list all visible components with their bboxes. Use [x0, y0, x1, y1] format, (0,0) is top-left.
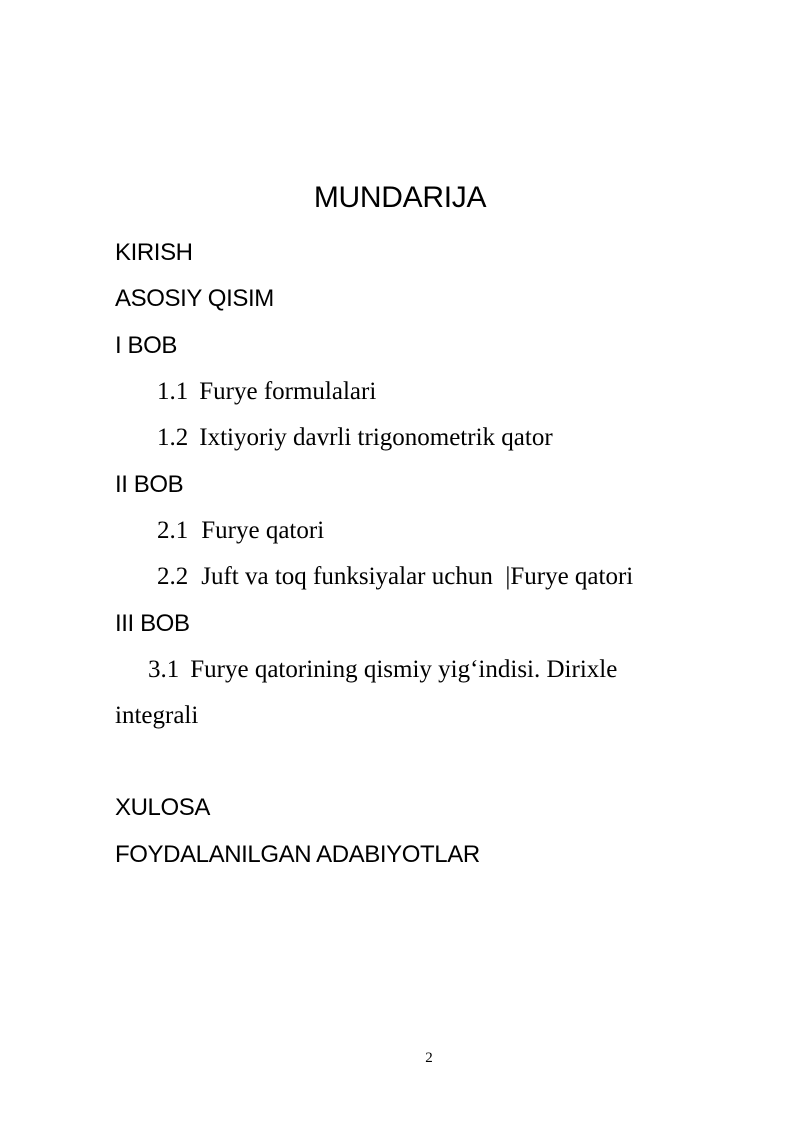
section-title: Furye formulalari: [199, 378, 377, 405]
toc-entry-adabiyotlar: FOYDALANILGAN ADABIYOTLAR: [115, 841, 480, 868]
toc-entry-xulosa: XULOSA: [115, 794, 210, 821]
toc-entry-section-3-1: [148, 654, 617, 686]
section-number: 2.1: [157, 517, 189, 544]
toc-entry-kirish: KIRISH: [115, 239, 193, 266]
section-title: Juft va toq funksiyalar uchun |Furye qatori: [201, 563, 634, 590]
toc-entry-section-2-2: [157, 561, 633, 593]
section-number: 1.2: [157, 424, 189, 451]
section-number: 3.1: [148, 656, 180, 683]
section-title: Furye qatori: [201, 517, 325, 544]
toc-entry-chapter-1: I BOB: [115, 332, 178, 359]
section-number: 1.1: [157, 378, 189, 405]
toc-entry-chapter-3: III BOB: [115, 610, 190, 637]
page-title: MUNDARIJA: [313, 181, 487, 214]
toc-entry-section-1-1: [157, 376, 376, 408]
toc-entry-section-2-1: [157, 515, 324, 547]
toc-entry-asosiy-qisim: ASOSIY QISIM: [115, 285, 274, 312]
section-title: Ixtiyoriy davrli trigonometrik qator: [199, 424, 553, 451]
page-number: 2: [425, 1050, 433, 1066]
toc-entry-section-3-1-continuation: integrali: [115, 702, 199, 729]
toc-entry-chapter-2: II BOB: [115, 471, 184, 498]
section-title: Furye qatorining qismiy yig‘indisi. Dirixle: [190, 656, 618, 683]
section-number: 2.2: [157, 563, 189, 590]
toc-entry-section-1-2: [157, 422, 553, 454]
